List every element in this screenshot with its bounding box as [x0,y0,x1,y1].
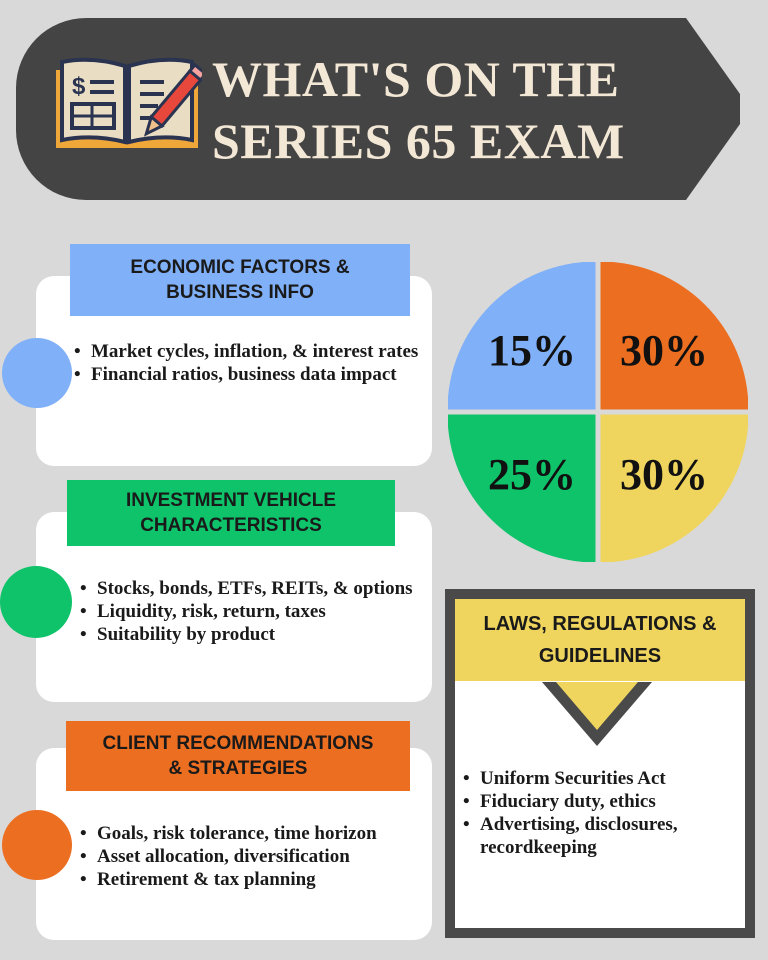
list-item: • Financial ratios, business data impact [74,363,419,386]
list-item: • Liquidity, risk, return, taxes [80,600,420,623]
economic-dot [2,338,72,408]
laws-header-line-1: LAWS, REGULATIONS & [483,613,717,635]
investment-bullets [80,577,420,646]
laws-header [455,599,745,681]
economic-header [70,244,410,316]
laws-pointer [542,682,652,752]
pie-chart [448,262,748,562]
client-dot [2,810,72,880]
laws-header-line-2: GUIDELINES [538,645,662,667]
economic-bullets [74,340,419,386]
investment-header [67,480,395,546]
pie-label-bottom-left: 25% [488,450,576,499]
svg-text:$: $ [72,73,86,100]
client-header-line-2: & STRATEGIES [168,758,308,779]
economic-header-line-2: BUSINESS INFO [166,282,314,303]
title-line-2: SERIES 65 EXAM [212,113,625,169]
pie-label-top-left: 15% [488,326,576,375]
open-book-with-pencil-icon [52,54,202,154]
list-item: • Fiduciary duty, ethics [463,790,743,813]
laws-bullets [463,767,743,859]
list-item: • Goals, risk tolerance, time horizon [80,822,428,845]
laws-box [445,589,755,938]
title-line-1: WHAT'S ON THE [212,51,620,107]
title-banner [16,18,740,200]
investment-dot [0,566,72,638]
pie-label-top-right: 30% [620,326,708,375]
client-header-line-1: CLIENT RECOMMENDATIONS [102,733,374,754]
investment-header-line-1: INVESTMENT VEHICLE [125,490,337,511]
list-item: • Suitability by product [80,623,420,646]
pie-label-bottom-right: 30% [620,450,708,499]
page-title [212,48,732,172]
client-header [66,721,410,791]
list-item: • Retirement & tax planning [80,868,428,891]
list-item: • Asset allocation, diversification [80,845,428,868]
list-item: • Advertising, disclosures, recordkeeping [463,813,743,859]
client-bullets [80,822,428,891]
list-item: • Uniform Securities Act [463,767,743,790]
economic-header-line-1: ECONOMIC FACTORS & [130,257,350,278]
list-item: • Stocks, bonds, ETFs, REITs, & options [80,577,420,600]
list-item: • Market cycles, inflation, & interest rates [74,340,419,363]
investment-header-line-2: CHARACTERISTICS [140,515,322,536]
